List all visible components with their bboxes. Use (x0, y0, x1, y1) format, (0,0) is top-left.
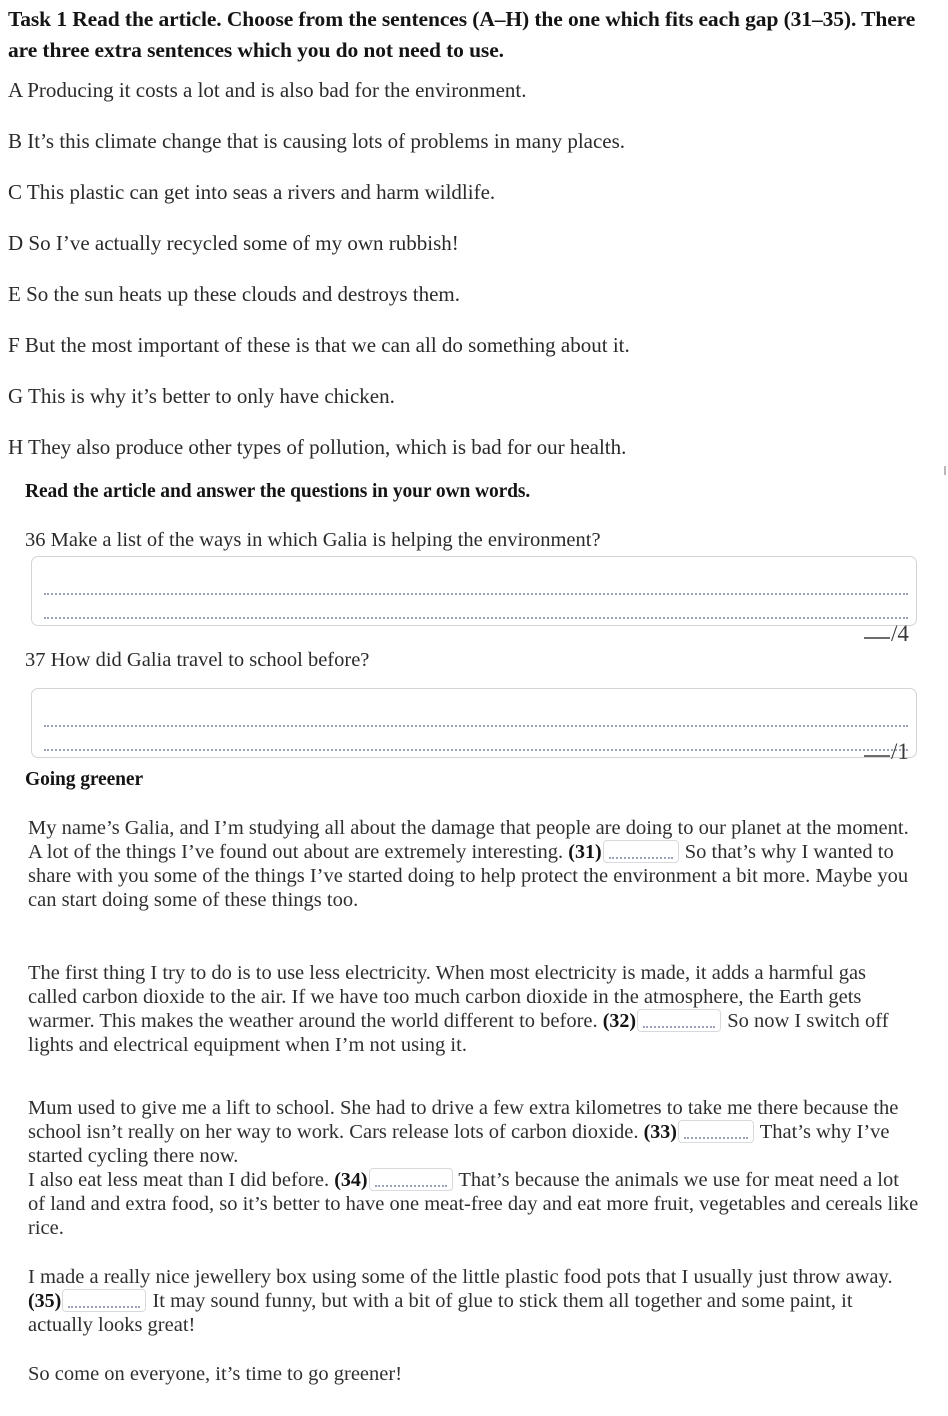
paragraph-3-part-a: Mum used to give me a lift to school. She had to drive a few extra kilometres to take me there because the school isn’t really on her way to work. Cars release lots of carbon dioxide. (28, 1097, 899, 1143)
paragraph-1-part-a: My name’s Galia, and I’m studying all about the damage that people are doing to our planet at the moment. A lot of the things I’ve found out about are extremely interesting. (28, 817, 909, 863)
sentence-option-g: G This is why it’s better to only have chicken. (8, 384, 395, 408)
paragraph-1-part-b: So that’s why I wanted to share with you some of the things I’ve started doing to help protect the environment a bit more. Maybe you can start doing some of these things too. (28, 841, 909, 911)
sentence-option-d: D So I’ve actually recycled some of my own rubbish! (8, 231, 459, 255)
sentence-option-b: B It’s this climate change that is causing lots of problems in many places. (8, 129, 626, 153)
writing-rule (44, 593, 908, 595)
task-heading: Task 1 Read the article. Choose from the sentences (A–H) the one which fits each gap (31–35). There are three extra sentences which you do not need to use. (8, 7, 916, 62)
sentence-option-h: H They also produce other types of pollution, which is bad for our health. (8, 435, 627, 459)
article-paragraph-4 (28, 1265, 920, 1337)
writing-rule (44, 617, 908, 619)
article-paragraph-3 (28, 1096, 920, 1240)
answer-box-37[interactable] (31, 688, 917, 758)
score-blank-line (864, 755, 890, 757)
score-total-37: /1 (891, 739, 909, 764)
sub-instruction: Read the article and answer the questions in your own words. (25, 481, 531, 502)
score-mark-37 (864, 740, 909, 763)
paragraph-3-part-c: I also eat less meat than I did before. (28, 1169, 335, 1191)
scan-artifact-speck (944, 466, 946, 475)
gap-answer-box-33[interactable] (678, 1120, 754, 1143)
sentence-option-a: A Producing it costs a lot and is also bad for the environment. (8, 78, 527, 102)
sentence-option-e: E So the sun heats up these clouds and destroys them. (8, 282, 461, 306)
paragraph-4-part-b: It may sound funny, but with a bit of glue to stick them all together and some paint, it actually looks great! (28, 1290, 853, 1336)
gap-answer-box-31[interactable] (603, 840, 679, 863)
gap-answer-box-32[interactable] (637, 1009, 721, 1032)
gap-number-35: (35) (28, 1290, 62, 1312)
gap-number-34: (34) (334, 1169, 368, 1191)
paragraph-3-part-d: That’s because the animals we use for meat need a lot of land and extra food, so it’s better to have one meat-free day and eat more fruit, vegetables and cereals like rice. (28, 1169, 919, 1239)
paragraph-2-part-a: The first thing I try to do is to use less electricity. When most electricity is made, it adds a harmful gas called carbon dioxide to the air. If we have too much carbon dioxide in the atmosphere, the Earth gets warmer. This makes the weather around the world different to before. (28, 962, 867, 1032)
score-mark-36 (864, 622, 909, 645)
paragraph-3-part-b: That’s why I’ve started cycling there now. (28, 1121, 890, 1167)
article-title: Going greener (25, 769, 144, 790)
score-total-36: /4 (891, 621, 909, 646)
score-blank-line (864, 637, 890, 639)
writing-rule (44, 749, 908, 751)
gap-answer-box-34[interactable] (369, 1168, 453, 1191)
gap-answer-box-35[interactable] (62, 1289, 146, 1312)
paragraph-2-part-b: So now I switch off lights and electrical equipment when I’m not using it. (28, 1010, 889, 1056)
article-paragraph-5: So come on everyone, it’s time to go greener! (28, 1363, 403, 1385)
gap-number-31: (31) (568, 841, 602, 863)
gap-number-33: (33) (643, 1121, 677, 1143)
writing-rule (44, 725, 908, 727)
sentence-options-list (8, 78, 938, 486)
sentence-option-f: F But the most important of these is that we can all do something about it. (8, 333, 630, 357)
sentence-option-c: C This plastic can get into seas a rivers and harm wildlife. (8, 180, 496, 204)
answer-box-36[interactable] (31, 556, 917, 626)
question-36-text: 36 Make a list of the ways in which Galia is helping the environment? (25, 529, 601, 551)
article-paragraph-2 (28, 961, 920, 1057)
article-paragraph-1 (28, 816, 920, 912)
question-37-text: 37 How did Galia travel to school before? (25, 649, 370, 671)
paragraph-4-part-a: I made a really nice jewellery box using some of the little plastic food pots that I usually just throw away. (28, 1266, 893, 1288)
gap-number-32: (32) (602, 1010, 637, 1032)
